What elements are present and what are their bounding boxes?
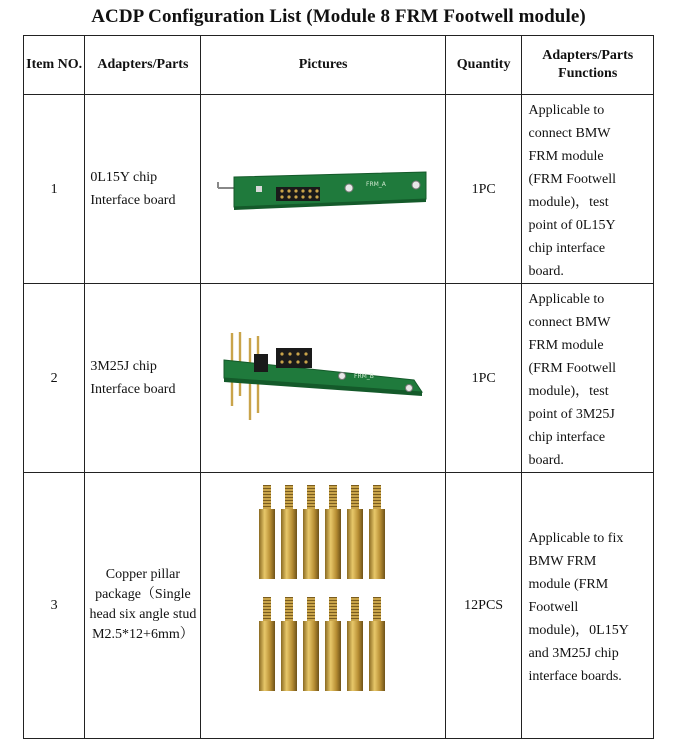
table-row <box>24 473 654 739</box>
part-picture <box>201 473 445 739</box>
part-function: Applicable to connect BMW FRM module (FRM Footwell module)，test point of 0L15Y chip interface board. <box>522 95 654 284</box>
header-adapters: Adapters/Parts <box>85 36 201 95</box>
table-header-row <box>24 36 654 95</box>
part-function: Applicable to connect BMW FRM module (FRM Footwell module)，test point of 3M25J chip interface board. <box>522 284 654 473</box>
copper-pillar-image <box>253 483 393 728</box>
header-item-no: Item NO. <box>24 36 85 95</box>
pcb-board-b-image <box>214 328 432 428</box>
board-label: FRM_A <box>366 181 387 188</box>
item-number: 2 <box>24 284 85 473</box>
part-picture <box>201 95 445 284</box>
part-name: 3M25J chip Interface board <box>85 284 201 473</box>
pcb-board-a-image <box>214 159 432 219</box>
table-row <box>24 284 654 473</box>
header-quantity: Quantity <box>445 36 522 95</box>
header-functions: Adapters/Parts Functions <box>522 36 654 95</box>
part-name: Copper pillar package（Single head six angle stud M2.5*12+6mm） <box>85 473 201 739</box>
header-pictures: Pictures <box>201 36 445 95</box>
item-number: 3 <box>24 473 85 739</box>
quantity: 12PCS <box>445 473 522 739</box>
part-name: 0L15Y chip Interface board <box>85 95 201 284</box>
board-label: FRM_B <box>354 373 375 380</box>
page-title: ACDP Configuration List (Module 8 FRM Footwell module) <box>91 6 586 27</box>
item-number: 1 <box>24 95 85 284</box>
table-row <box>24 95 654 284</box>
part-function: Applicable to fix BMW FRM module (FRM Footwell module)，0L15Y and 3M25J chip interface boards. <box>522 473 654 739</box>
configuration-table <box>23 35 654 739</box>
quantity: 1PC <box>445 95 522 284</box>
quantity: 1PC <box>445 284 522 473</box>
part-picture <box>201 284 445 473</box>
